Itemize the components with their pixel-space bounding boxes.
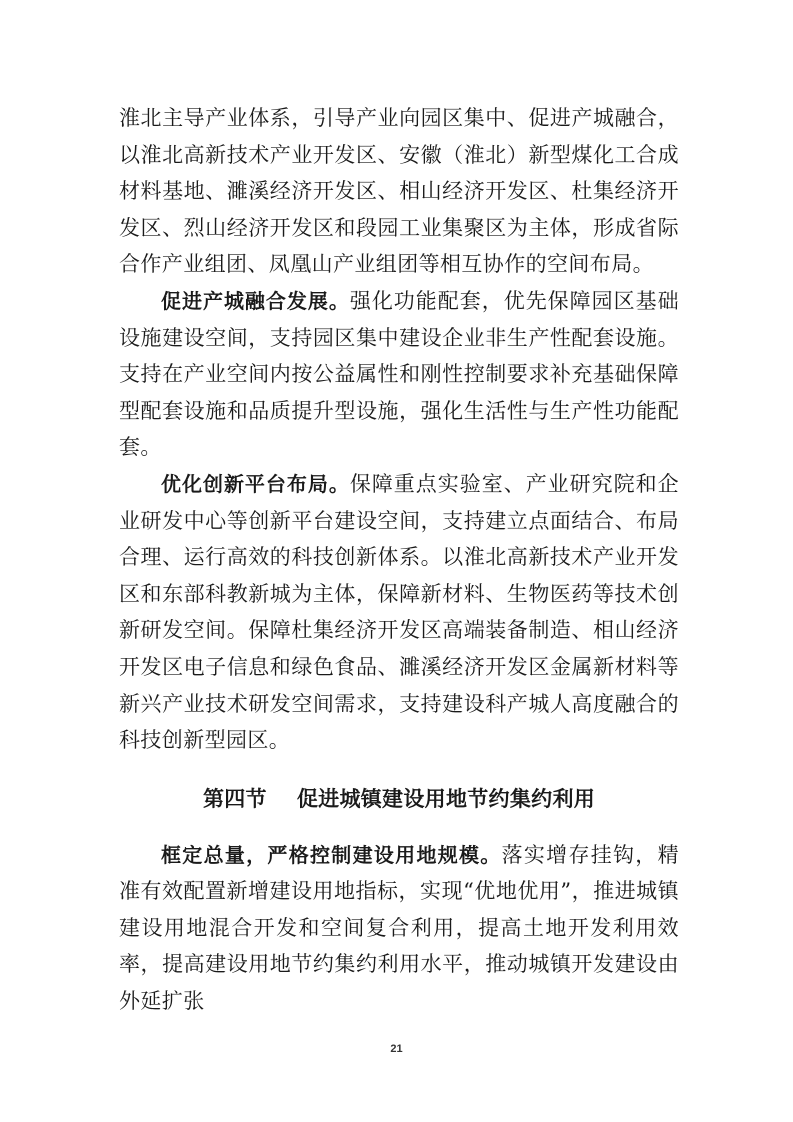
paragraph-3-lead: 优化创新平台布局。	[161, 471, 350, 496]
body-paragraph-1	[119, 100, 679, 283]
page-number: 21	[390, 1043, 403, 1055]
section-title: 促进城镇建设用地节约集约利用	[296, 786, 596, 811]
page-body	[119, 100, 679, 1020]
paragraph-1-text: 淮北主导产业体系，引导产业向园区集中、促进产城融合，以淮北高新技术产业开发区、安徽（淮北）新型煤化工合成材料基地、濉溪经济开发区、相山经济开发区、杜集经济开发区、烈山经济开发区和段园工业集聚区为主体，形成省际合作产业组团、凤凰山产业组团等相互协作的空间布局。	[119, 106, 679, 277]
paragraph-4-text: 落实增存挂钩，精准有效配置新增建设用地指标，实现“优地优用”，推进城镇建设用地混合开发和空间复合利用，提高土地开发利用效率，提高建设用地节约集约利用水平，推动城镇开发建设由外延扩张	[119, 842, 679, 1014]
section-number: 第四节	[202, 786, 267, 811]
body-paragraph-4	[119, 837, 679, 1020]
section-heading	[119, 781, 679, 817]
paragraph-2-text: 强化功能配套，优先保障园区基础设施建设空间，支持园区集中建设企业非生产性配套设施。支持在产业空间内按公益属性和刚性控制要求补充基础保障型配套设施和品质提升型设施，强化生活性与生产性功能配套。	[119, 288, 679, 460]
body-paragraph-2	[119, 283, 679, 466]
body-paragraph-3	[119, 466, 679, 759]
paragraph-3-text: 保障重点实验室、产业研究院和企业研发中心等创新平台建设空间，支持建立点面结合、布局合理、运行高效的科技创新体系。以淮北高新技术产业开发区和东部科教新城为主体，保障新材料、生物医药等技术创新研发空间。保障杜集经济开发区高端装备制造、相山经济开发区电子信息和绿色食品、濉溪经济开发区金属新材料等新兴产业技术研发空间需求，支持建设科产城人高度融合的科技创新型园区。	[119, 471, 679, 753]
paragraph-4-lead: 框定总量，严格控制建设用地规模。	[161, 842, 502, 867]
paragraph-2-lead: 促进产城融合发展。	[161, 288, 350, 313]
